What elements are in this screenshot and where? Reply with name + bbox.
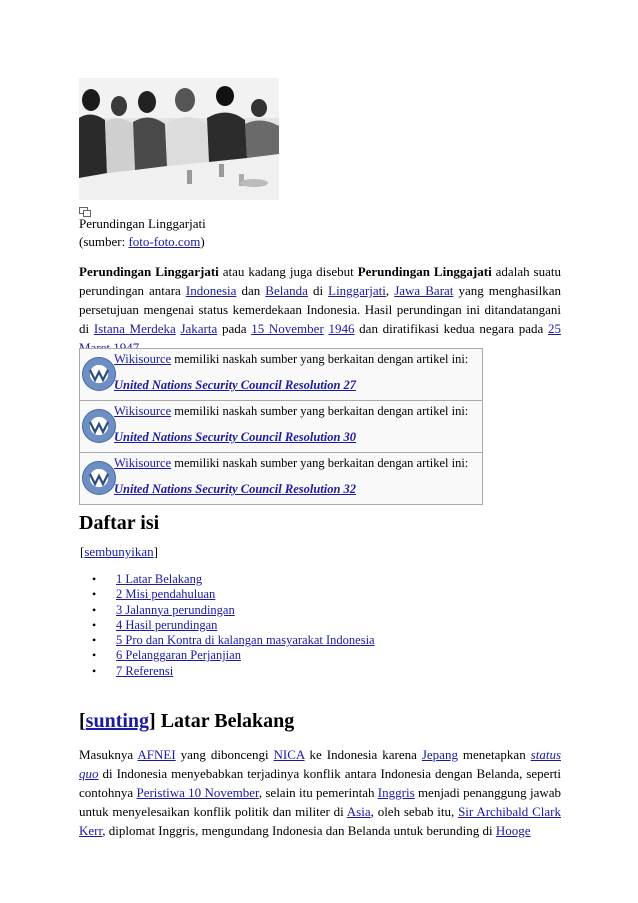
toc-item [92,572,375,587]
toc-link[interactable]: 7 Referensi [116,663,174,678]
body-paragraph: Masuknya AFNEI yang diboncengi NICA ke Indonesia karena Jepang menetapkan status quo di Indonesia menyebabkan terjadinya konflik antara Indonesia dengan Belanda, seperti contohnya Peristiwa 10 November, selain itu pemerintah Inggris menjadi penanggung jawab untuk menyelesaikan konflik politik dan militer di Asia, oleh sebab itu, Sir Archibald Clark Kerr, diplomat Inggris, mengundang Indonesia dan Belanda untuk berunding di Hooge [79,747,562,838]
toc-item [92,618,375,633]
intro-paragraph: Perundingan Linggarjati atau kadang juga disebut Perundingan Linggajati adalah suatu perundingan antara Indonesia dan Belanda di Linggarjati, Jawa Barat yang menghasilkan persetujuan mengenai status kemerdekaan Indonesia. Hasil perundingan ini ditandatangani di Istana Merdeka Jakarta pada 15 November 1946 dan diratifikasi kedua negara pada 25 [79,262,561,357]
toc-toggle: [sembunyikan] [80,544,159,559]
link-25-maret-1947[interactable]: 25 [547,321,561,336]
edit-link[interactable]: sunting [85,710,150,732]
link-asia[interactable]: Asia [346,804,371,819]
toc-link[interactable]: 6 Pelanggaran Perjanjian [116,648,241,663]
link-inggris[interactable]: Inggris [377,785,415,800]
toc-link[interactable]: 1 Latar Belakang [116,572,203,586]
bold-term: Perundingan Linggarjati [79,264,219,279]
wikisource-link[interactable]: Wikisource [114,404,172,418]
toc-link[interactable]: 3 Jalannya perundingan [116,602,235,617]
negotiation-photo[interactable] [79,78,279,200]
wikisource-box: Wikisource memiliki naskah sumber yang berkaitan dengan artikel ini: United Nations Security Council Resolution 30 [79,400,483,453]
link-hooge[interactable]: Hooge [495,823,531,838]
section-title: Latar Belakang [155,710,295,732]
link-peristiwa-10-november[interactable]: Peristiwa 10 November [136,785,259,800]
link-15-november[interactable]: 15 November [251,321,324,336]
link-jakarta[interactable]: Jakarta [180,321,218,336]
caption-title: Perundingan Linggarjati [79,216,206,231]
toc-item [92,648,375,663]
wikisource-icon [82,461,116,495]
section-heading: [sunting] Latar Belakang [79,710,295,732]
toc-hide-link[interactable]: sembunyikan [84,544,154,559]
toc-link[interactable]: 2 Misi pendahuluan [116,587,216,602]
link-istana-merdeka[interactable]: Istana Merdeka [93,321,176,336]
link-jawa-barat[interactable]: Jawa Barat [394,283,454,298]
toc-item [92,633,375,648]
resolution-link[interactable]: United Nations Security Council Resolution 27 [114,378,357,392]
wikisource-link[interactable]: Wikisource [114,456,172,470]
enlarge-icon[interactable] [79,205,91,215]
caption-source: (sumber: foto-foto.com) [79,234,205,249]
bold-term-alt: Perundingan Linggajati [357,264,492,279]
toc-link[interactable]: 4 Hasil perundingan [116,617,218,632]
link-belanda[interactable]: Belanda [265,283,308,298]
wikisource-box: Wikisource memiliki naskah sumber yang berkaitan dengan artikel ini: United Nations Security Council Resolution 32 [79,452,483,505]
toc-list [92,572,375,679]
link-indonesia[interactable]: Indonesia [185,283,237,298]
toc-title: Daftar isi [79,512,160,534]
toc-item [92,603,375,618]
source-link[interactable]: foto-foto.com [128,234,201,249]
link-status-quo[interactable]: status quo [79,747,561,781]
wikisource-icon [82,357,116,391]
resolution-link[interactable]: United Nations Security Council Resolution 32 [114,482,357,496]
link-clark-kerr[interactable]: Sir Archibald Clark Kerr [79,804,561,838]
photo-caption [79,215,206,251]
resolution-link[interactable]: United Nations Security Council Resolution 30 [114,430,357,444]
link-1946[interactable]: 1946 [328,321,355,336]
link-afnei[interactable]: AFNEI [137,747,176,762]
toc-item [92,664,375,679]
wikisource-link[interactable]: Wikisource [114,352,172,366]
link-jepang[interactable]: Jepang [421,747,458,762]
toc-link[interactable]: 5 Pro dan Kontra di kalangan masyarakat Indonesia [116,633,375,648]
toc-item [92,587,375,602]
link-linggarjati[interactable]: Linggarjati [328,283,386,298]
wikisource-icon [82,409,116,443]
link-nica[interactable]: NICA [273,747,305,762]
wikisource-box: Wikisource memiliki naskah sumber yang berkaitan dengan artikel ini: United Nations Security Council Resolution 27 [79,348,483,401]
